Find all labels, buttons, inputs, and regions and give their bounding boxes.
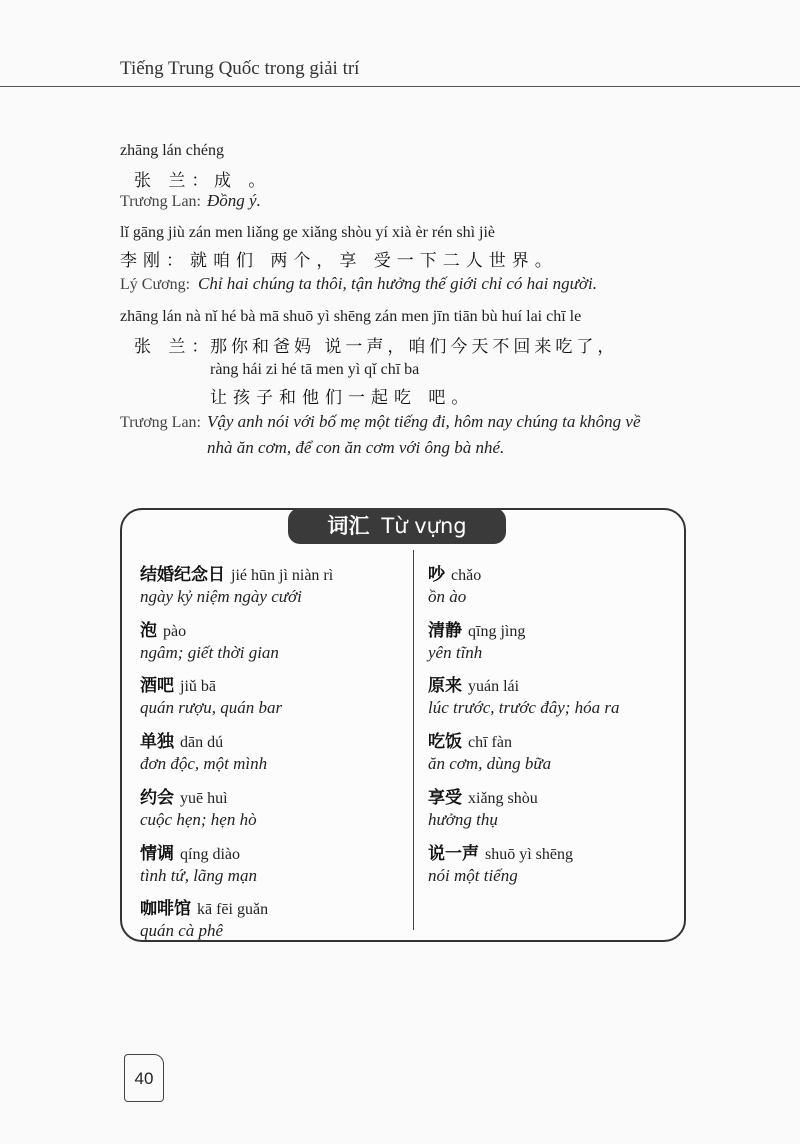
dialogue-1-text-zh: 成 。 bbox=[214, 171, 272, 191]
dialogue-3-speaker-zh: 张 兰： bbox=[134, 337, 215, 357]
dialogue-1-text-vi: Đồng ý. bbox=[207, 191, 261, 210]
vocab-heading-zh: 词汇 bbox=[327, 514, 370, 538]
vocab-meaning: ngày kỷ niệm ngày cưới bbox=[140, 587, 302, 606]
vocab-pinyin: xiǎng shòu bbox=[468, 790, 538, 807]
vocab-item bbox=[140, 616, 279, 663]
vocab-column-divider bbox=[413, 550, 414, 930]
vocab-item bbox=[428, 839, 573, 886]
vocab-pinyin: qīng jìng bbox=[468, 623, 526, 640]
vocab-item bbox=[428, 560, 481, 607]
vocab-word: 吃饭 bbox=[428, 732, 462, 752]
dialogue-3-speaker-vi: Trương Lan: bbox=[120, 414, 201, 431]
dialogue-2-speaker-vi: Lý Cương: bbox=[120, 276, 191, 293]
vocab-pinyin: chǎo bbox=[451, 567, 482, 584]
dialogue-3-pinyin: zhāng lán nà nǐ hé bà mā shuō yì shēng zán men jīn tiān bù huí lai chī le bbox=[120, 308, 582, 325]
dialogue-2-speaker-zh: 李刚： bbox=[120, 251, 189, 271]
vocab-word: 享受 bbox=[428, 788, 462, 808]
vocab-item bbox=[140, 894, 268, 941]
page-header bbox=[0, 0, 800, 88]
vocab-heading bbox=[288, 508, 506, 544]
dialogue-2-text-zh: 就咱们 两个，享 受一下二人世界。 bbox=[190, 251, 558, 271]
vocab-word: 单独 bbox=[140, 732, 174, 752]
header-rule bbox=[0, 86, 800, 87]
vocab-meaning: lúc trước, trước đây; hóa ra bbox=[428, 698, 620, 717]
vocab-meaning: quán cà phê bbox=[140, 921, 224, 940]
vocab-word: 情调 bbox=[140, 844, 174, 864]
dialogue-3-text-zh-2: 让孩子和他们一起吃 吧。 bbox=[210, 388, 475, 408]
vocab-item bbox=[140, 783, 257, 830]
dialogue-3-text-zh: 那你和爸妈 说一声，咱们今天不回来吃了， bbox=[210, 337, 619, 357]
vocab-meaning: cuộc hẹn; hẹn hò bbox=[140, 810, 257, 829]
vocab-meaning: yên tĩnh bbox=[428, 643, 483, 662]
dialogue-1-speaker-vi: Trương Lan: bbox=[120, 193, 201, 210]
vocab-word: 说一声 bbox=[428, 844, 479, 864]
vocab-pinyin: jié hūn jì niàn rì bbox=[231, 567, 334, 584]
vocab-word: 约会 bbox=[140, 788, 174, 808]
vocab-pinyin: qíng diào bbox=[180, 846, 240, 863]
vocab-meaning: tình tứ, lãng mạn bbox=[140, 866, 257, 885]
vocab-word: 酒吧 bbox=[140, 676, 174, 696]
vocab-meaning: hưởng thụ bbox=[428, 810, 498, 829]
vocab-pinyin: dān dú bbox=[180, 734, 224, 751]
vocab-item bbox=[140, 839, 257, 886]
dialogue-3-text-vi: Vậy anh nói với bố mẹ một tiếng đi, hôm nay chúng ta không về bbox=[207, 412, 641, 431]
vocab-meaning: nói một tiếng bbox=[428, 866, 518, 885]
book-title: Tiếng Trung Quốc trong giải trí bbox=[120, 58, 360, 79]
vocab-word: 结婚纪念日 bbox=[140, 565, 225, 585]
dialogue-2-text-vi: Chỉ hai chúng ta thôi, tận hưởng thế giới chỉ có hai người. bbox=[198, 274, 597, 293]
dialogue-3-pinyin-2: ràng hái zi hé tā men yì qǐ chī ba bbox=[210, 361, 420, 378]
vocab-word: 原来 bbox=[428, 676, 462, 696]
vocab-meaning: ăn cơm, dùng bữa bbox=[428, 754, 552, 773]
vocab-meaning: ngâm; giết thời gian bbox=[140, 643, 279, 662]
vocab-pinyin: shuō yì shēng bbox=[485, 846, 573, 863]
vocab-item bbox=[140, 560, 333, 607]
vocab-word: 吵 bbox=[428, 565, 445, 585]
vocab-item bbox=[428, 727, 551, 774]
vocab-pinyin: kā fēi guǎn bbox=[197, 901, 269, 918]
vocab-pinyin: pào bbox=[163, 623, 187, 640]
vocab-meaning: quán rượu, quán bar bbox=[140, 698, 283, 717]
dialogue-2-pinyin: lǐ gāng jiù zán men liǎng ge xiǎng shòu yí xià èr rén shì jiè bbox=[120, 224, 496, 241]
dialogue-1-pinyin: zhāng lán chéng bbox=[120, 142, 224, 159]
vocab-item bbox=[428, 616, 525, 663]
vocab-pinyin: chī fàn bbox=[468, 734, 512, 751]
vocab-item bbox=[140, 671, 282, 718]
dialogue-3-text-vi-2: nhà ăn cơm, để con ăn cơm với ông bà nhé. bbox=[207, 438, 505, 457]
vocab-pinyin: yuē huì bbox=[180, 790, 228, 807]
vocab-item bbox=[428, 783, 538, 830]
vocab-pinyin: yuán lái bbox=[468, 678, 520, 695]
vocab-word: 清静 bbox=[428, 621, 462, 641]
dialogue-1-speaker-zh: 张 兰： bbox=[134, 171, 215, 191]
page-number: 40 bbox=[124, 1054, 164, 1102]
vocab-word: 咖啡馆 bbox=[140, 899, 191, 919]
vocab-heading-vi: Từ vựng bbox=[381, 514, 467, 538]
vocab-item bbox=[428, 671, 620, 718]
vocab-pinyin: jiǔ bā bbox=[180, 678, 216, 695]
vocab-item bbox=[140, 727, 267, 774]
vocab-meaning: ồn ào bbox=[428, 587, 467, 606]
vocab-meaning: đơn độc, một mình bbox=[140, 754, 268, 773]
vocab-word: 泡 bbox=[140, 621, 157, 641]
